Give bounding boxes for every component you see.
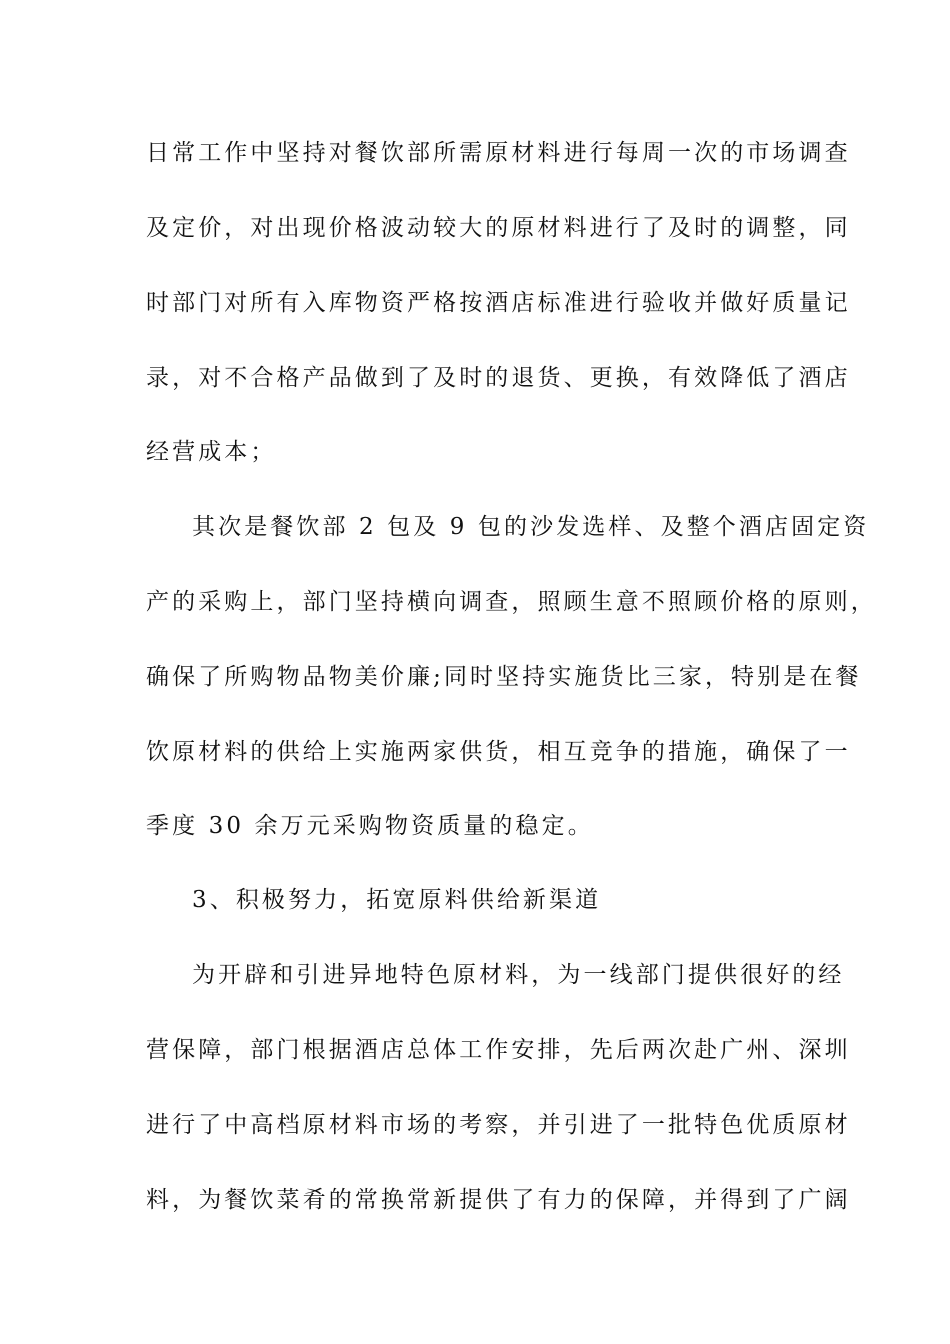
text-line: 其次是餐饮部 2 包及 9 包的沙发选样、及整个酒店固定资 (192, 514, 870, 540)
text-line: 营保障，部门根据酒店总体工作安排，先后两次赴广州、深圳 (146, 1037, 851, 1063)
text-line: 确保了所购物品物美价廉;同时坚持实施货比三家，特别是在餐 (146, 664, 862, 690)
text-line: 日常工作中坚持对餐饮部所需原材料进行每周一次的市场调查 (146, 140, 851, 166)
text-line: 经营成本； (146, 439, 277, 465)
text-line: 时部门对所有入库物资严格按酒店标准进行验收并做好质量记 (146, 290, 851, 316)
heading-line: 3、积极努力，拓宽原料供给新渠道 (192, 887, 602, 913)
text-line: 录，对不合格产品做到了及时的退货、更换，有效降低了酒店 (146, 365, 851, 391)
text-line: 产的采购上，部门坚持横向调查，照顾生意不照顾价格的原则， (146, 589, 877, 615)
text-line: 为开辟和引进异地特色原材料，为一线部门提供很好的经 (192, 962, 845, 988)
text-line: 料，为餐饮菜肴的常换常新提供了有力的保障，并得到了广阔 (146, 1187, 851, 1213)
text-line: 及定价，对出现价格波动较大的原材料进行了及时的调整，同 (146, 215, 851, 241)
text-line: 季度 30 余万元采购物资质量的稳定。 (146, 813, 594, 839)
text-line: 进行了中高档原材料市场的考察，并引进了一批特色优质原材 (146, 1112, 851, 1138)
text-line: 饮原材料的供给上实施两家供货，相互竞争的措施，确保了一 (146, 739, 851, 765)
